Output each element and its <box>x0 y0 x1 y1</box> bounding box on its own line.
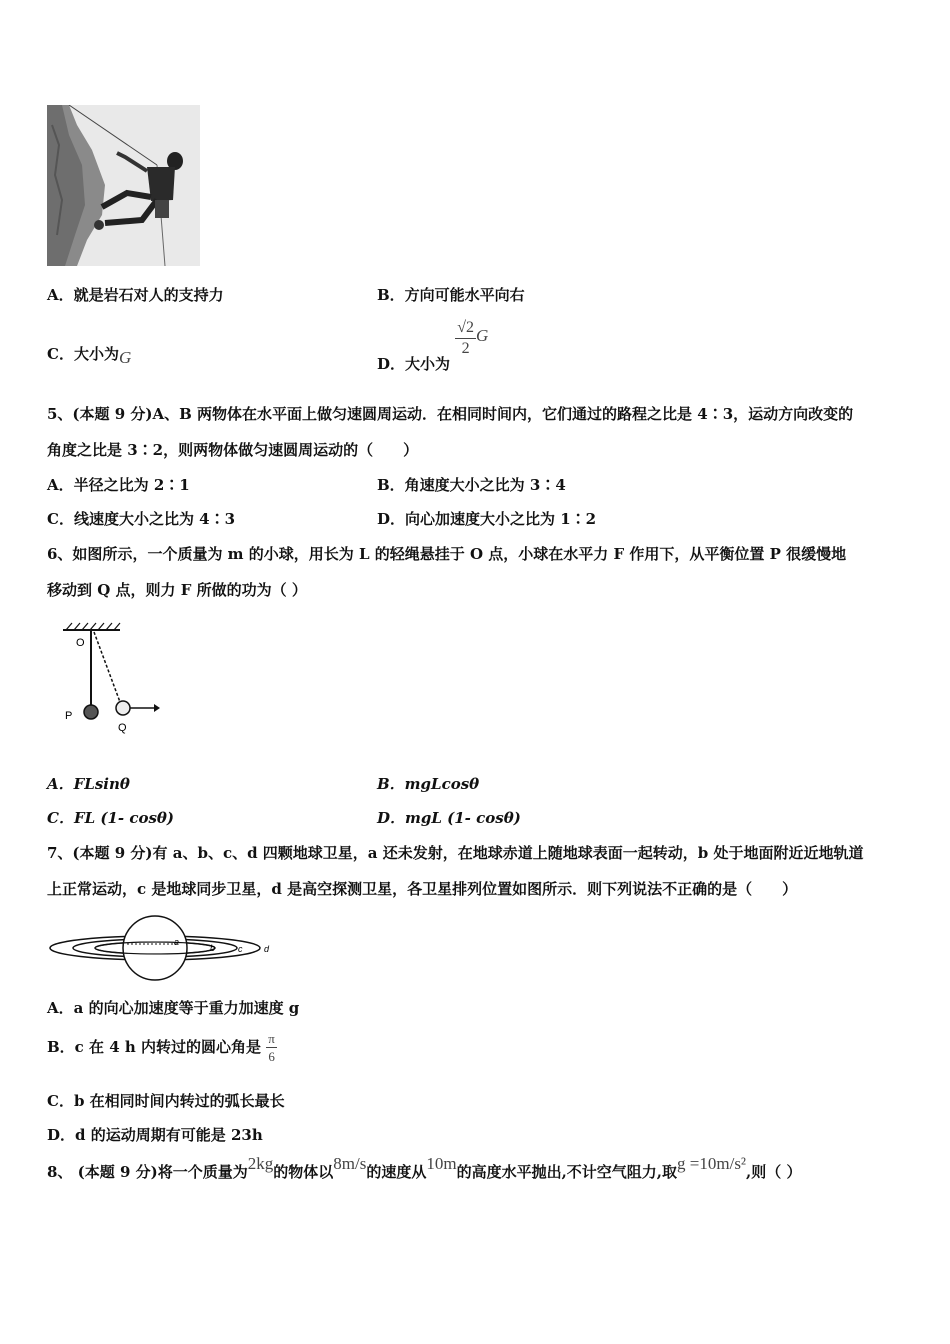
q4-option-d-denominator: 2 <box>461 340 470 357</box>
q8-text-4: 的高度水平抛出,不计空气阻力,取 <box>456 1163 678 1181</box>
q7-option-a: A．a 的向心加速度等于重力加速度 g <box>47 999 300 1017</box>
q6-stem-line2: 移动到 Q 点，则力 F 所做的功为（ ） <box>47 581 307 599</box>
pendulum-diagram <box>58 620 168 740</box>
q5-stem-line2: 角度之比是 3∶2，则两物体做匀速圆周运动的（ ） <box>47 441 419 459</box>
pendulum-svg <box>58 620 168 740</box>
q4-option-c-text: C．大小为 <box>47 345 119 363</box>
label-c: c <box>238 944 243 954</box>
q7-stem-line1: 7、(本题 9 分)有 a、b、c、d 四颗地球卫星，a 还未发射，在地球赤道上随地球表面一起转动，b 处于地面附近近地轨道 <box>47 844 864 862</box>
q4-option-d-fraction <box>455 318 476 359</box>
q4-option-b: B．方向可能水平向右 <box>377 286 525 304</box>
label-o: O <box>76 637 85 649</box>
ball-q <box>116 701 130 715</box>
q7-option-b-numerator: π <box>268 1031 275 1046</box>
orbits-svg <box>47 912 287 982</box>
q4-option-d <box>377 318 489 373</box>
satellite-orbit-diagram <box>47 912 287 982</box>
q5-option-b: B．角速度大小之比为 3∶4 <box>377 476 566 494</box>
label-p: P <box>65 710 73 722</box>
q4-option-d-numerator: √2 <box>455 318 476 339</box>
q4-option-c <box>47 344 132 367</box>
q4-option-d-math: G <box>476 325 489 345</box>
q6-option-b: B．mgLcosθ <box>377 775 480 793</box>
q5-option-c: C．线速度大小之比为 4∶3 <box>47 510 236 528</box>
q8-math-height: 10m <box>426 1154 457 1173</box>
q6-option-a: A．FLsinθ <box>47 775 130 793</box>
q6-option-d: D．mgL (1- cosθ) <box>377 809 521 827</box>
q5-option-d: D．向心加速度大小之比为 1∶2 <box>377 510 597 528</box>
string-at-q <box>94 632 120 702</box>
q8-text-1: 8、 (本题 9 分)将一个质量为 <box>47 1163 248 1181</box>
rock-climber-illustration <box>47 105 200 266</box>
q4-option-d-text: D．大小为 <box>377 354 451 373</box>
q4-option-c-math: G <box>118 348 132 367</box>
ball-p <box>84 705 98 719</box>
label-b: b <box>210 943 216 953</box>
q8-math-velocity: 8m/s <box>333 1154 367 1173</box>
q5-option-a: A．半径之比为 2∶1 <box>47 476 190 494</box>
q6-option-c: C．FL (1- cosθ) <box>47 809 175 827</box>
earth <box>123 916 187 980</box>
q7-option-d: D．d 的运动周期有可能是 23h <box>47 1126 263 1144</box>
q6-stem-line1: 6、如图所示，一个质量为 m 的小球，用长为 L 的轻绳悬挂于 O 点，小球在水平力 F 作用下，从平衡位置 P 很缓慢地 <box>47 545 847 563</box>
ceiling-hatching <box>66 623 120 630</box>
q7-option-b-denominator: 6 <box>268 1049 275 1064</box>
q4-option-a: A．就是岩石对人的支持力 <box>47 286 224 304</box>
label-q: Q <box>118 722 127 734</box>
q7-option-c: C．b 在相同时间内转过的弧长最长 <box>47 1092 285 1110</box>
q7-stem-line2: 上正常运动，c 是地球同步卫星，d 是高空探测卫星，各卫星排列位置如图所示．则下列说法不正确的是（ ） <box>47 880 798 898</box>
q7-option-b-text: B．c 在 4 h 内转过的圆心角是 <box>47 1037 262 1056</box>
q8-stem <box>47 1154 802 1182</box>
q5-stem-line1: 5、(本题 9 分)A、B 两物体在水平面上做匀速圆周运动．在相同时间内，它们通过的路程之比是 4∶3，运动方向改变的 <box>47 405 854 423</box>
label-a: a <box>174 937 180 947</box>
q8-text-2: 的物体以 <box>273 1163 334 1181</box>
rock-climber-photo <box>47 105 200 266</box>
q8-math-mass: 2kg <box>247 1154 274 1173</box>
q8-math-gravity: g =10m/s² <box>677 1154 747 1173</box>
force-arrow-head <box>154 704 160 712</box>
label-d: d <box>264 944 270 954</box>
q8-text-3: 的速度从 <box>366 1163 427 1181</box>
q7-option-b <box>47 1030 277 1065</box>
q7-option-b-fraction <box>266 1030 277 1065</box>
q8-text-5: ,则（ ） <box>746 1163 802 1181</box>
